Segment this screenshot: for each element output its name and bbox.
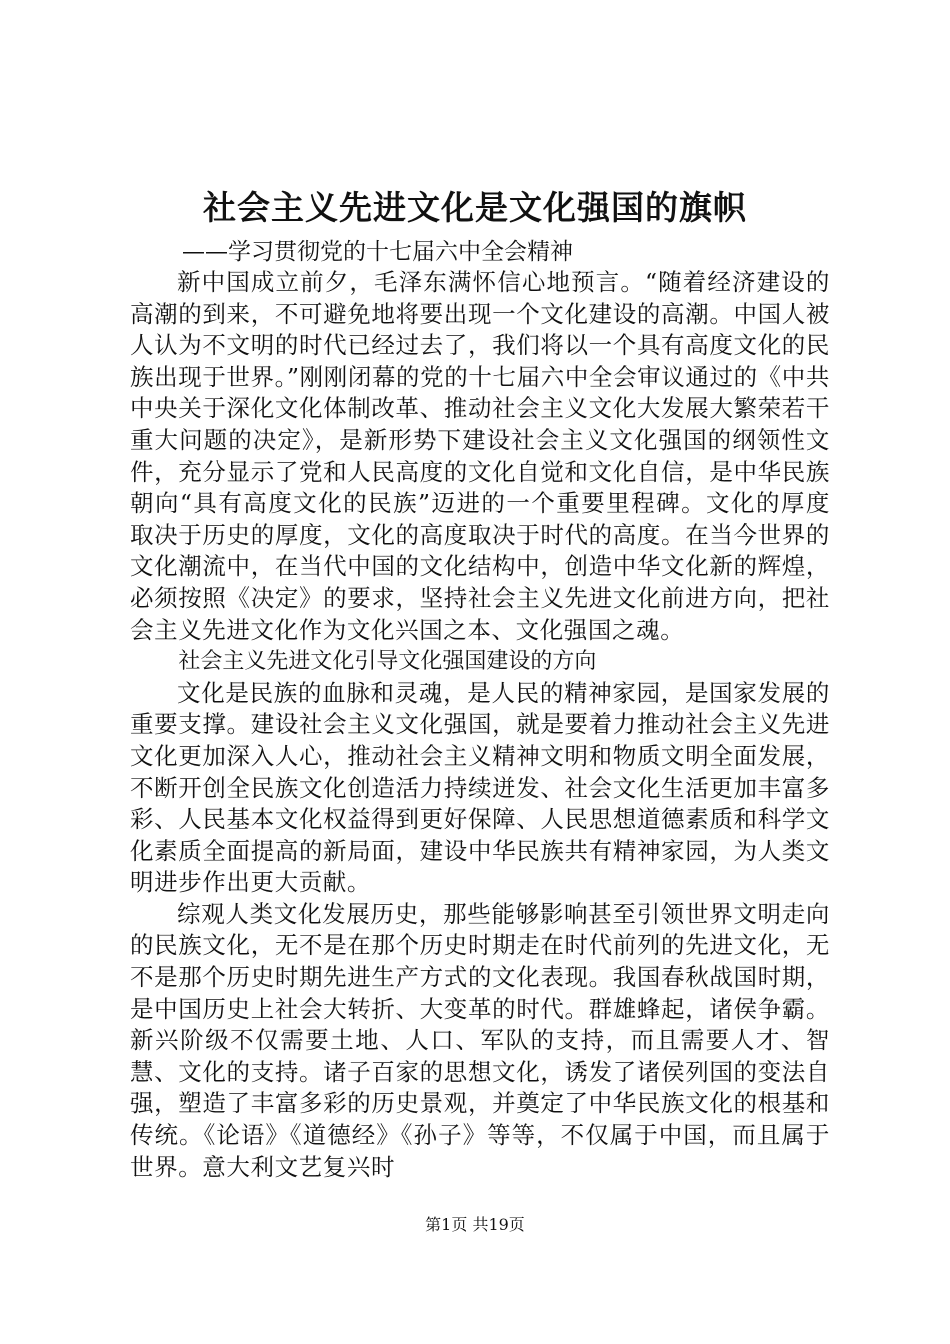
page-number: 第1页 共19页 (425, 1215, 525, 1234)
paragraph-history: 综观人类文化发展历史，那些能够影响甚至引领世界文明走向的民族文化，无不是在那个历史时期走在时代前列的先进文化，无不是那个历史时期先进生产方式的文化表现。我国春秋战国时期，是中国历史上社会大转折、大变革的时代。群雄蜂起，诸侯争霸。新兴阶级不仅需要土地、人口、军队的支持，而且需要人才、智慧、文化的支持。诸子百家的思想文化，诱发了诸侯列国的变法自强，塑造了丰富多彩的历史景观，并奠定了中华民族文化的根基和传统。《论语》《道德经》《孙子》等等，不仅属于中国，而且属于世界。意大利文艺复兴时 (130, 899, 830, 1181)
paragraph-culture-soul: 文化是民族的血脉和灵魂，是人民的精神家园，是国家发展的重要支撑。建设社会主义文化强国，就是要着力推动社会主义先进文化更加深入人心，推动社会主义精神文明和物质文明全面发展，不断开创全民族文化创造活力持续迸发、社会文化生活更加丰富多彩、人民基本文化权益得到更好保障、人民思想道德素质和科学文化素质全面提高的新局面，建设中华民族共有精神家园，为人类文明进步作出更大贡献。 (130, 678, 830, 897)
document-title: 社会主义先进文化是文化强国的旗帜 (203, 188, 747, 227)
document-subtitle: ——学习贯彻党的十七届六中全会精神 (182, 239, 573, 265)
paragraph-intro: 新中国成立前夕，毛泽东满怀信心地预言。“随着经济建设的高潮的到来，不可避免地将要出现一个文化建设的高潮。中国人被人认为不文明的时代已经过去了，我们将以一个具有高度文化的民族出现于世界。”刚刚闭幕的党的十七届六中全会审议通过的《中共中央关于深化文化体制改革、推动社会主义文化大发展大繁荣若干重大问题的决定》，是新形势下建设社会主义文化强国的纲领性文件，充分显示了党和人民高度的文化自觉和文化自信，是中华民族朝向“具有高度文化的民族”迈进的一个重要里程碑。文化的厚度取决于历史的厚度，文化的高度取决于时代的高度。在当今世界的文化潮流中，在当代中国的文化结构中，创造中华文化新的辉煌，必须按照《决定》的要求，坚持社会主义先进文化前进方向，把社会主义先进文化作为文化兴国之本、文化强国之魂。 (130, 268, 830, 644)
section-heading: 社会主义先进文化引导文化强国建设的方向 (178, 649, 597, 675)
document-body (130, 267, 830, 1183)
